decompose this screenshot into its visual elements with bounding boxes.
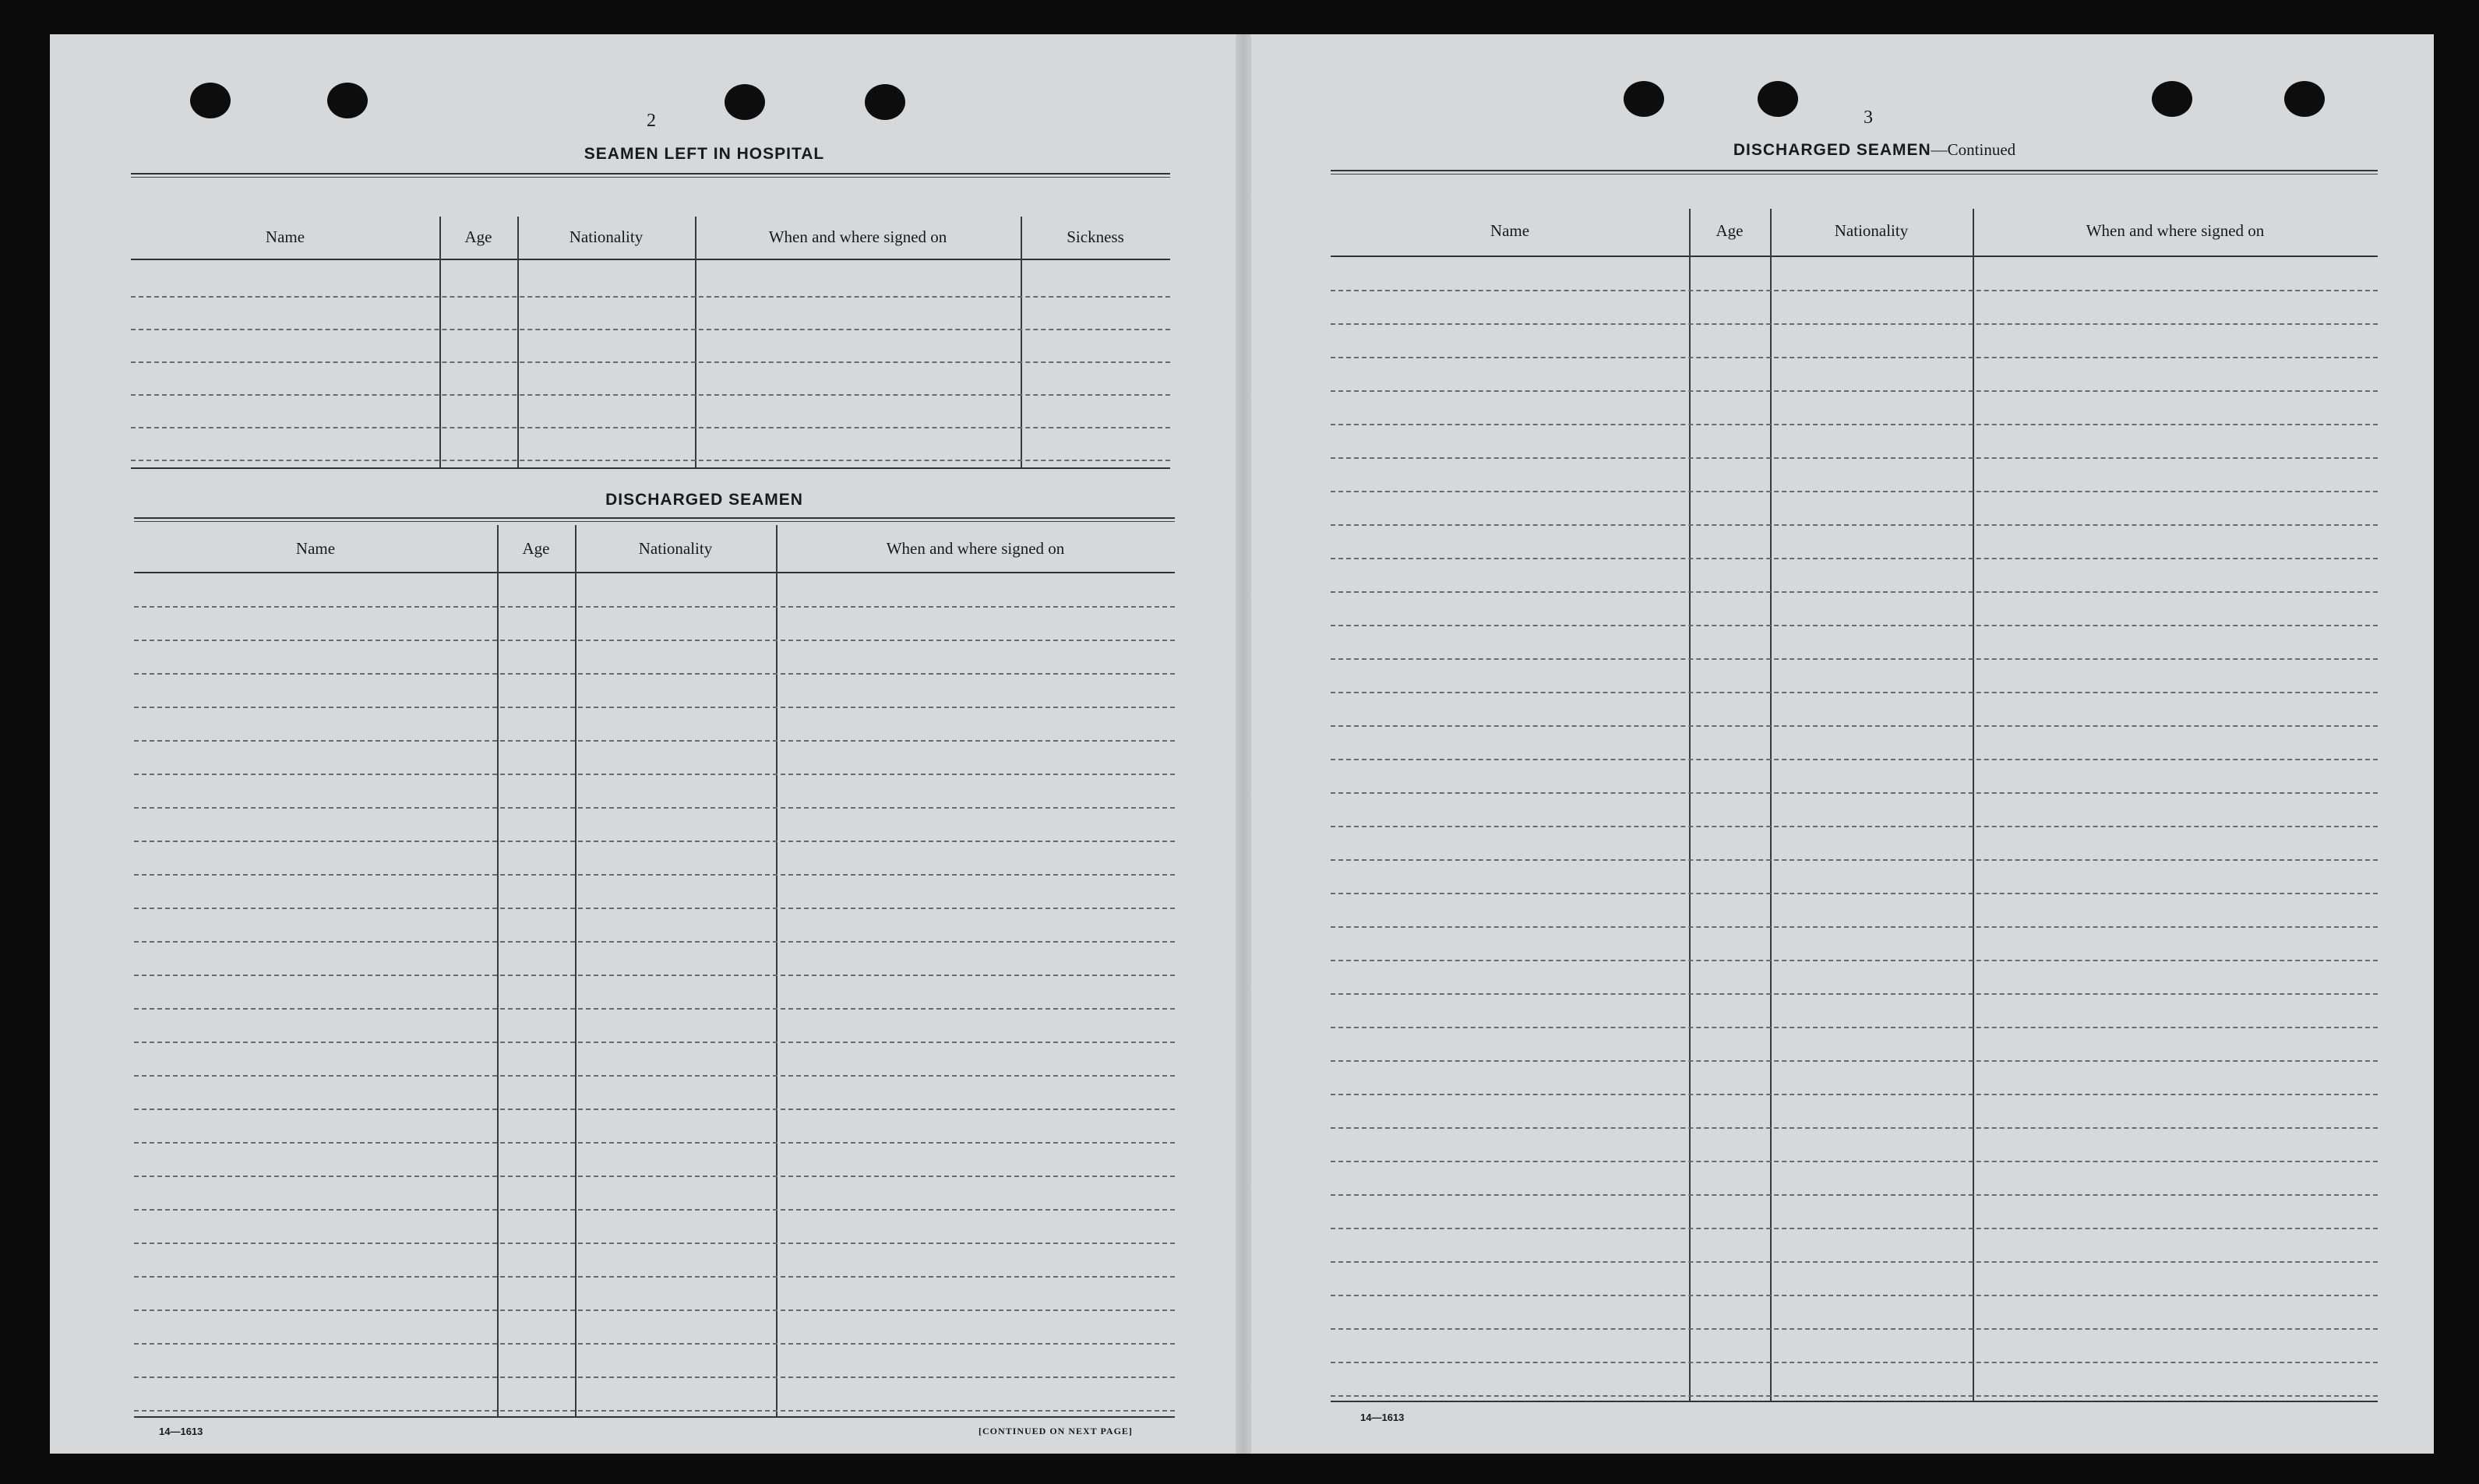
header-rule: [134, 572, 1175, 573]
table-row: [134, 874, 1175, 876]
column-header-nationality: Nationality: [569, 227, 644, 246]
table-row: [134, 1142, 1175, 1144]
discharged-section-title: DISCHARGED SEAMEN: [605, 491, 803, 509]
table-row: [1331, 1161, 2378, 1162]
table-row: [1331, 424, 2378, 425]
table-top-rule: [131, 173, 1170, 178]
column-header-signed-on: When and where signed on: [886, 539, 1065, 558]
column-divider: [517, 217, 519, 469]
table-row: [1331, 759, 2378, 760]
table-row: [1331, 893, 2378, 894]
table-row: [131, 427, 1170, 428]
table-row: [134, 941, 1175, 943]
column-divider: [776, 525, 778, 1418]
discharged-continued-table: [1331, 170, 2378, 1404]
table-row: [134, 740, 1175, 742]
column-header-signed-on: When and where signed on: [768, 227, 947, 246]
table-row: [1331, 1127, 2378, 1129]
table-top-rule: [134, 517, 1175, 522]
table-row: [134, 1042, 1175, 1043]
form-code: 14—1613: [1360, 1412, 1405, 1423]
table-row: [131, 394, 1170, 396]
table-row: [1331, 1295, 2378, 1296]
table-row: [131, 329, 1170, 330]
column-divider: [1770, 209, 1772, 1402]
table-bottom-rule: [1331, 1401, 2378, 1402]
table-row: [1331, 390, 2378, 392]
table-row: [134, 1343, 1175, 1345]
table-row: [1331, 926, 2378, 928]
punch-hole: [2152, 81, 2192, 117]
table-row: [1331, 591, 2378, 593]
column-divider: [439, 217, 441, 469]
table-row: [134, 1276, 1175, 1278]
punch-hole: [190, 83, 231, 118]
table-bottom-rule: [131, 467, 1170, 469]
column-header-sickness: Sickness: [1067, 227, 1124, 246]
table-row: [1331, 457, 2378, 459]
column-header-age: Age: [522, 539, 550, 558]
punch-hole: [327, 83, 368, 118]
table-row: [1331, 993, 2378, 995]
table-row: [1331, 357, 2378, 358]
table-row: [134, 1243, 1175, 1244]
table-row: [1331, 1395, 2378, 1397]
column-header-name: Name: [295, 539, 336, 558]
table-row: [1331, 1027, 2378, 1028]
table-row: [1331, 725, 2378, 727]
column-divider: [695, 217, 696, 469]
column-header-signed-on: When and where signed on: [2086, 221, 2265, 240]
table-row: [1331, 1228, 2378, 1229]
table-row: [1331, 323, 2378, 325]
table-row: [1331, 625, 2378, 626]
form-code: 14—1613: [159, 1426, 203, 1437]
table-row: [134, 841, 1175, 842]
left-page: [50, 34, 1236, 1454]
header-rule: [131, 259, 1170, 260]
table-row: [134, 908, 1175, 909]
table-row: [134, 1376, 1175, 1378]
table-row: [134, 774, 1175, 775]
table-row: [1331, 960, 2378, 961]
column-divider: [575, 525, 577, 1418]
punch-hole: [1758, 81, 1798, 117]
table-row: [1331, 1194, 2378, 1196]
column-divider: [497, 525, 499, 1418]
table-row: [1331, 692, 2378, 693]
column-header-nationality: Nationality: [1834, 221, 1909, 240]
table-row: [131, 361, 1170, 363]
page-number: 3: [1864, 108, 1873, 128]
column-divider: [1689, 209, 1691, 1402]
table-row: [134, 1209, 1175, 1211]
punch-hole: [2284, 81, 2325, 117]
column-header-age: Age: [1716, 221, 1744, 240]
table-row: [134, 975, 1175, 976]
table-bottom-rule: [134, 1416, 1175, 1418]
table-row: [1331, 558, 2378, 559]
punch-hole: [725, 84, 765, 120]
table-row: [1331, 859, 2378, 861]
header-rule: [1331, 256, 2378, 257]
punch-hole: [1624, 81, 1664, 117]
table-row: [134, 640, 1175, 641]
discharged-table: [134, 517, 1175, 1419]
table-row: [134, 807, 1175, 809]
table-row: [134, 1410, 1175, 1412]
table-row: [1331, 1261, 2378, 1263]
table-top-rule: [1331, 170, 2378, 174]
table-row: [134, 606, 1175, 608]
hospital-table: [131, 173, 1170, 471]
table-row: [1331, 524, 2378, 526]
table-row: [1331, 826, 2378, 827]
section-title-suffix: —Continued: [1931, 140, 2016, 159]
column-header-nationality: Nationality: [638, 539, 713, 558]
table-row: [134, 1008, 1175, 1010]
table-row: [1331, 1362, 2378, 1363]
column-divider: [1021, 217, 1022, 469]
discharged-continued-title: [1485, 140, 2264, 160]
table-row: [1331, 792, 2378, 794]
table-row: [134, 1310, 1175, 1311]
table-row: [131, 296, 1170, 298]
table-row: [134, 707, 1175, 708]
page-number: 2: [647, 111, 656, 131]
punch-hole: [865, 84, 905, 120]
table-row: [134, 1176, 1175, 1177]
table-row: [1331, 491, 2378, 492]
hospital-section-title: SEAMEN LEFT IN HOSPITAL: [584, 145, 825, 163]
table-row: [134, 1109, 1175, 1110]
column-header-name: Name: [1490, 221, 1530, 240]
table-row: [1331, 1094, 2378, 1095]
table-row: [134, 673, 1175, 675]
table-row: [131, 460, 1170, 461]
page-gutter: [1236, 34, 1251, 1454]
column-header-name: Name: [265, 227, 305, 246]
table-row: [1331, 658, 2378, 660]
section-title-main: DISCHARGED SEAMEN: [1733, 141, 1931, 159]
continued-note: [CONTINUED ON NEXT PAGE]: [979, 1426, 1133, 1436]
table-row: [1331, 290, 2378, 291]
table-row: [1331, 1060, 2378, 1062]
column-header-age: Age: [464, 227, 492, 246]
right-page: [1251, 34, 2434, 1454]
table-row: [1331, 1328, 2378, 1330]
column-divider: [1973, 209, 1974, 1402]
table-row: [134, 1075, 1175, 1077]
